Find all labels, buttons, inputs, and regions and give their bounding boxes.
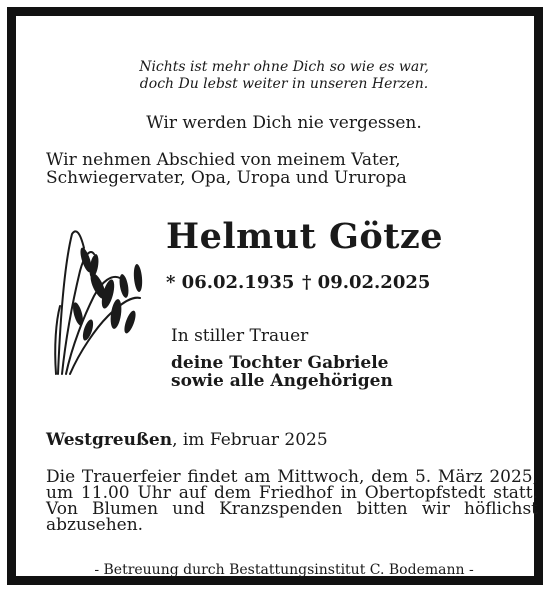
quote-line-2: doch Du lebst weiter in unseren Herzen.: [139, 76, 429, 92]
date: , im Februar 2025: [172, 430, 328, 450]
place-date: [46, 430, 328, 450]
deceased-name: Helmut Götze: [166, 216, 444, 257]
obituary-frame: [7, 7, 543, 585]
death-date: † 09.02.2025: [302, 272, 431, 293]
grass-stalks-icon: [50, 226, 150, 376]
funeral-text: Die Trauerfeier findet am Mittwoch, dem 5. März 2025, um 11.00 Uhr auf dem Friedhof in Obertopfstedt statt. Von Blumen und Kranzspenden bitten wir höflichst abzusehen.: [46, 467, 538, 535]
footer: - Betreuung durch Bestattungsinstitut C. Bodemann -: [94, 562, 474, 578]
quote-line-1: Nichts ist mehr ohne Dich so wie es war,: [139, 59, 429, 75]
intro-text: Wir nehmen Abschied von meinem Vater, Schwiegervater, Opa, Uropa und Ururopa: [46, 150, 407, 188]
forget-line: Wir werden Dich nie vergessen.: [146, 113, 422, 133]
mourning-label: In stiller Trauer: [171, 326, 309, 346]
birth-date: * 06.02.1935: [166, 272, 295, 293]
family-line-2: sowie alle Angehörigen: [171, 371, 393, 391]
place: Westgreußen: [46, 430, 173, 450]
family-line-1: deine Tochter Gabriele: [171, 353, 389, 373]
